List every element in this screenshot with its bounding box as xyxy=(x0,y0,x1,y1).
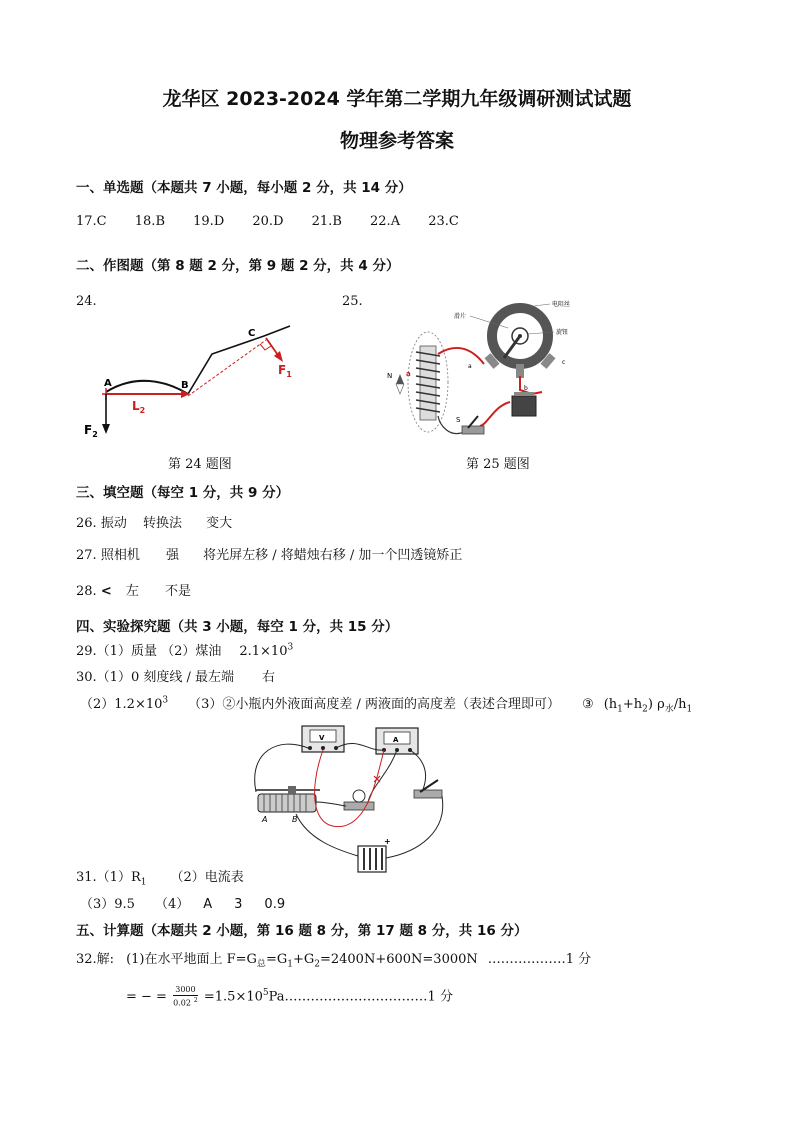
figure-24-lever xyxy=(80,318,310,442)
q29-answer xyxy=(76,640,293,659)
q27-blank-1: 照相机 xyxy=(100,548,140,563)
q27-blank-2: 强 xyxy=(165,548,179,563)
battery xyxy=(512,396,536,416)
q31-line-2 xyxy=(80,893,285,912)
wire-lamp-to-rheostat xyxy=(316,802,346,806)
q30-part-3b: ③ xyxy=(582,697,594,712)
q32-score-1: ………………1 分 xyxy=(487,952,592,967)
q30-part-2: （2）1.2×10 xyxy=(80,697,163,712)
compass-needle-lower xyxy=(396,384,404,394)
label-huapian: 滑片 xyxy=(454,313,467,320)
figure-31-circuit xyxy=(248,722,460,878)
q29-value: 2.1×10 xyxy=(239,644,288,659)
q28-blank-3: 不是 xyxy=(165,584,192,599)
voltmeter-terminal-1 xyxy=(308,746,312,750)
q30-part-1: 30.（1）0 刻度线 / 最左端 xyxy=(76,670,234,685)
force-f2-arrowhead xyxy=(102,424,110,434)
right-angle-mark xyxy=(260,344,271,350)
q32-step-1: (1)在水平地面上 F=G xyxy=(126,952,257,967)
figure-24-caption: 第 24 题图 xyxy=(168,457,232,472)
q31-part-2: （2）电流表 xyxy=(170,870,244,885)
wire-battery-to-switch xyxy=(480,402,510,426)
wire-switch-to-battery xyxy=(386,796,443,858)
lever-curve xyxy=(106,381,188,394)
battery-top xyxy=(514,392,534,396)
q32-sub-total: 总 xyxy=(256,959,266,970)
mc-answer: 23.C xyxy=(428,214,459,229)
section-heading-4: 四、实验探究题（共 3 小题，每空 1 分，共 15 分） xyxy=(76,619,399,635)
q31-part-4b: 3 xyxy=(234,897,243,912)
label-terminal-c: c xyxy=(562,359,566,366)
q32-line-1 xyxy=(76,948,591,970)
wire-red-correction xyxy=(315,750,384,827)
label-l2: $L_2$ xyxy=(132,399,146,415)
q26-blank-1: 振动 xyxy=(100,516,127,531)
page-title: 龙华区 2023-2024 学年第二学期九年级调研测试试题 xyxy=(162,88,632,110)
label-dianzusi: 电阻丝 xyxy=(552,301,571,308)
label-a: A xyxy=(104,378,112,389)
q31-line-1 xyxy=(76,866,244,888)
compass-needle xyxy=(396,374,404,384)
wire-rheostat-to-battery xyxy=(296,814,358,856)
q26-number: 26. xyxy=(76,516,97,531)
q30-line-1 xyxy=(76,666,275,685)
mc-answer: 20.D xyxy=(252,214,284,229)
section-heading-2: 二、作图题（第 8 题 2 分，第 9 题 2 分，共 4 分） xyxy=(76,258,400,274)
q24-number: 24. xyxy=(76,294,97,309)
mc-answer: 18.B xyxy=(134,214,165,229)
label-s: S xyxy=(456,416,461,424)
q31-part-4c: 0.9 xyxy=(264,897,286,912)
q30-formula: $(h_1+h_2)$ $\rho_水/h_1$ xyxy=(603,697,693,715)
q32-score-2: Pa……………………………1 分 xyxy=(268,989,453,1005)
q31-part-4: （4） xyxy=(154,897,190,912)
q32-label: 32.解: xyxy=(76,952,115,967)
switch-base xyxy=(414,790,442,798)
switch-base xyxy=(462,426,484,434)
mc-answer: 22.A xyxy=(370,214,401,229)
q32-eq-prefix: = − = xyxy=(126,989,167,1005)
section-heading-3: 三、填空题（每空 1 分，共 9 分） xyxy=(76,485,290,501)
fraction-denominator: 0.02 $^2$ xyxy=(173,997,198,1008)
q30-part-1b: 右 xyxy=(262,670,276,685)
label-c: C xyxy=(248,328,256,339)
label-n: N xyxy=(387,372,393,380)
q31-part-4a: A xyxy=(203,897,213,912)
label-xuanniu: 旋钮 xyxy=(556,329,569,336)
lamp-bulb xyxy=(353,790,365,802)
q29-exponent: 3 xyxy=(287,642,294,653)
q32-step-1e: =2400N+600N=3000N xyxy=(319,952,478,967)
battery-plus: + xyxy=(384,837,391,846)
q26-answer xyxy=(76,512,232,531)
q26-blank-3: 变大 xyxy=(206,516,233,531)
q29-text: 29.（1）质量 （2）煤油 xyxy=(76,644,222,659)
q31-part-3: （3）9.5 xyxy=(80,897,135,912)
q30-part-3: （3）②小瓶内外液面高度差 / 两液面的高度差（表述合理即可） xyxy=(188,697,561,712)
q25-number: 25. xyxy=(342,294,363,309)
q32-step-1d: +G xyxy=(292,952,315,967)
terminal-b xyxy=(516,364,524,378)
q28-blank-1: < xyxy=(100,584,112,599)
q28-answer xyxy=(76,580,191,599)
page-subtitle: 物理参考答案 xyxy=(339,130,454,152)
rheostat-slider xyxy=(288,786,296,794)
label-f1: $F_1$ xyxy=(278,363,292,379)
rheostat-body xyxy=(258,794,316,812)
q32-sub-1: 1 xyxy=(287,959,293,970)
section-heading-1: 一、单选题（本题共 7 小题，每小题 2 分，共 14 分） xyxy=(76,180,412,196)
q28-number: 28. xyxy=(76,584,97,599)
ammeter-label: A xyxy=(393,736,399,744)
voltmeter-terminal-2 xyxy=(321,746,325,750)
label-rheostat-b: B xyxy=(292,815,298,824)
wire-coil-to-a xyxy=(438,348,484,364)
figure-25-circuit xyxy=(384,298,584,446)
q30-line-2 xyxy=(80,693,692,715)
leader-dianzusi xyxy=(534,304,550,306)
lamp-base xyxy=(344,802,374,810)
q27-number: 27. xyxy=(76,548,97,563)
mc-answer: 21.B xyxy=(311,214,342,229)
figure-25-caption: 第 25 题图 xyxy=(466,457,530,472)
q32-eq-exponent: 5 xyxy=(262,988,269,998)
mc-answer: 17.C xyxy=(76,214,107,229)
q32-fraction xyxy=(173,985,198,1009)
wire-rheostat-to-voltmeter xyxy=(255,744,308,792)
label-rheostat-a: A xyxy=(262,815,268,824)
label-terminal-b: b xyxy=(524,385,528,392)
wire-ammeter-to-switch xyxy=(410,750,426,792)
label-b: B xyxy=(181,380,189,391)
q31-part-1: 31.（1）R xyxy=(76,870,141,885)
q32-line-2 xyxy=(126,985,453,1009)
label-f2: $F_2$ xyxy=(84,423,98,439)
mc-answer: 19.D xyxy=(193,214,225,229)
label-pole-a: a xyxy=(406,370,411,378)
mc-answers-row xyxy=(76,214,459,229)
q27-answer xyxy=(76,544,462,563)
q26-blank-2: 转换法 xyxy=(142,516,182,531)
voltmeter-label: V xyxy=(319,734,325,742)
q30-part-2-exponent: 3 xyxy=(162,695,169,706)
arm-l2-arrowhead xyxy=(181,390,190,398)
q32-eq-result: =1.5×10 xyxy=(203,989,263,1005)
q28-blank-2: 左 xyxy=(125,584,139,599)
section-heading-5: 五、计算题（本题共 2 小题，第 16 题 8 分，第 17 题 8 分，共 16 分） xyxy=(76,923,528,939)
fraction-numerator: 3000 xyxy=(173,985,198,996)
q31-part-1-sub: 1 xyxy=(140,877,147,888)
q27-blank-3: 将光屏左移 / 将蜡烛右移 / 加一个凹透镜矫正 xyxy=(203,548,463,563)
q32-step-1c: =G xyxy=(265,952,288,967)
label-terminal-a: a xyxy=(468,363,472,370)
q32-sub-2: 2 xyxy=(314,959,320,970)
